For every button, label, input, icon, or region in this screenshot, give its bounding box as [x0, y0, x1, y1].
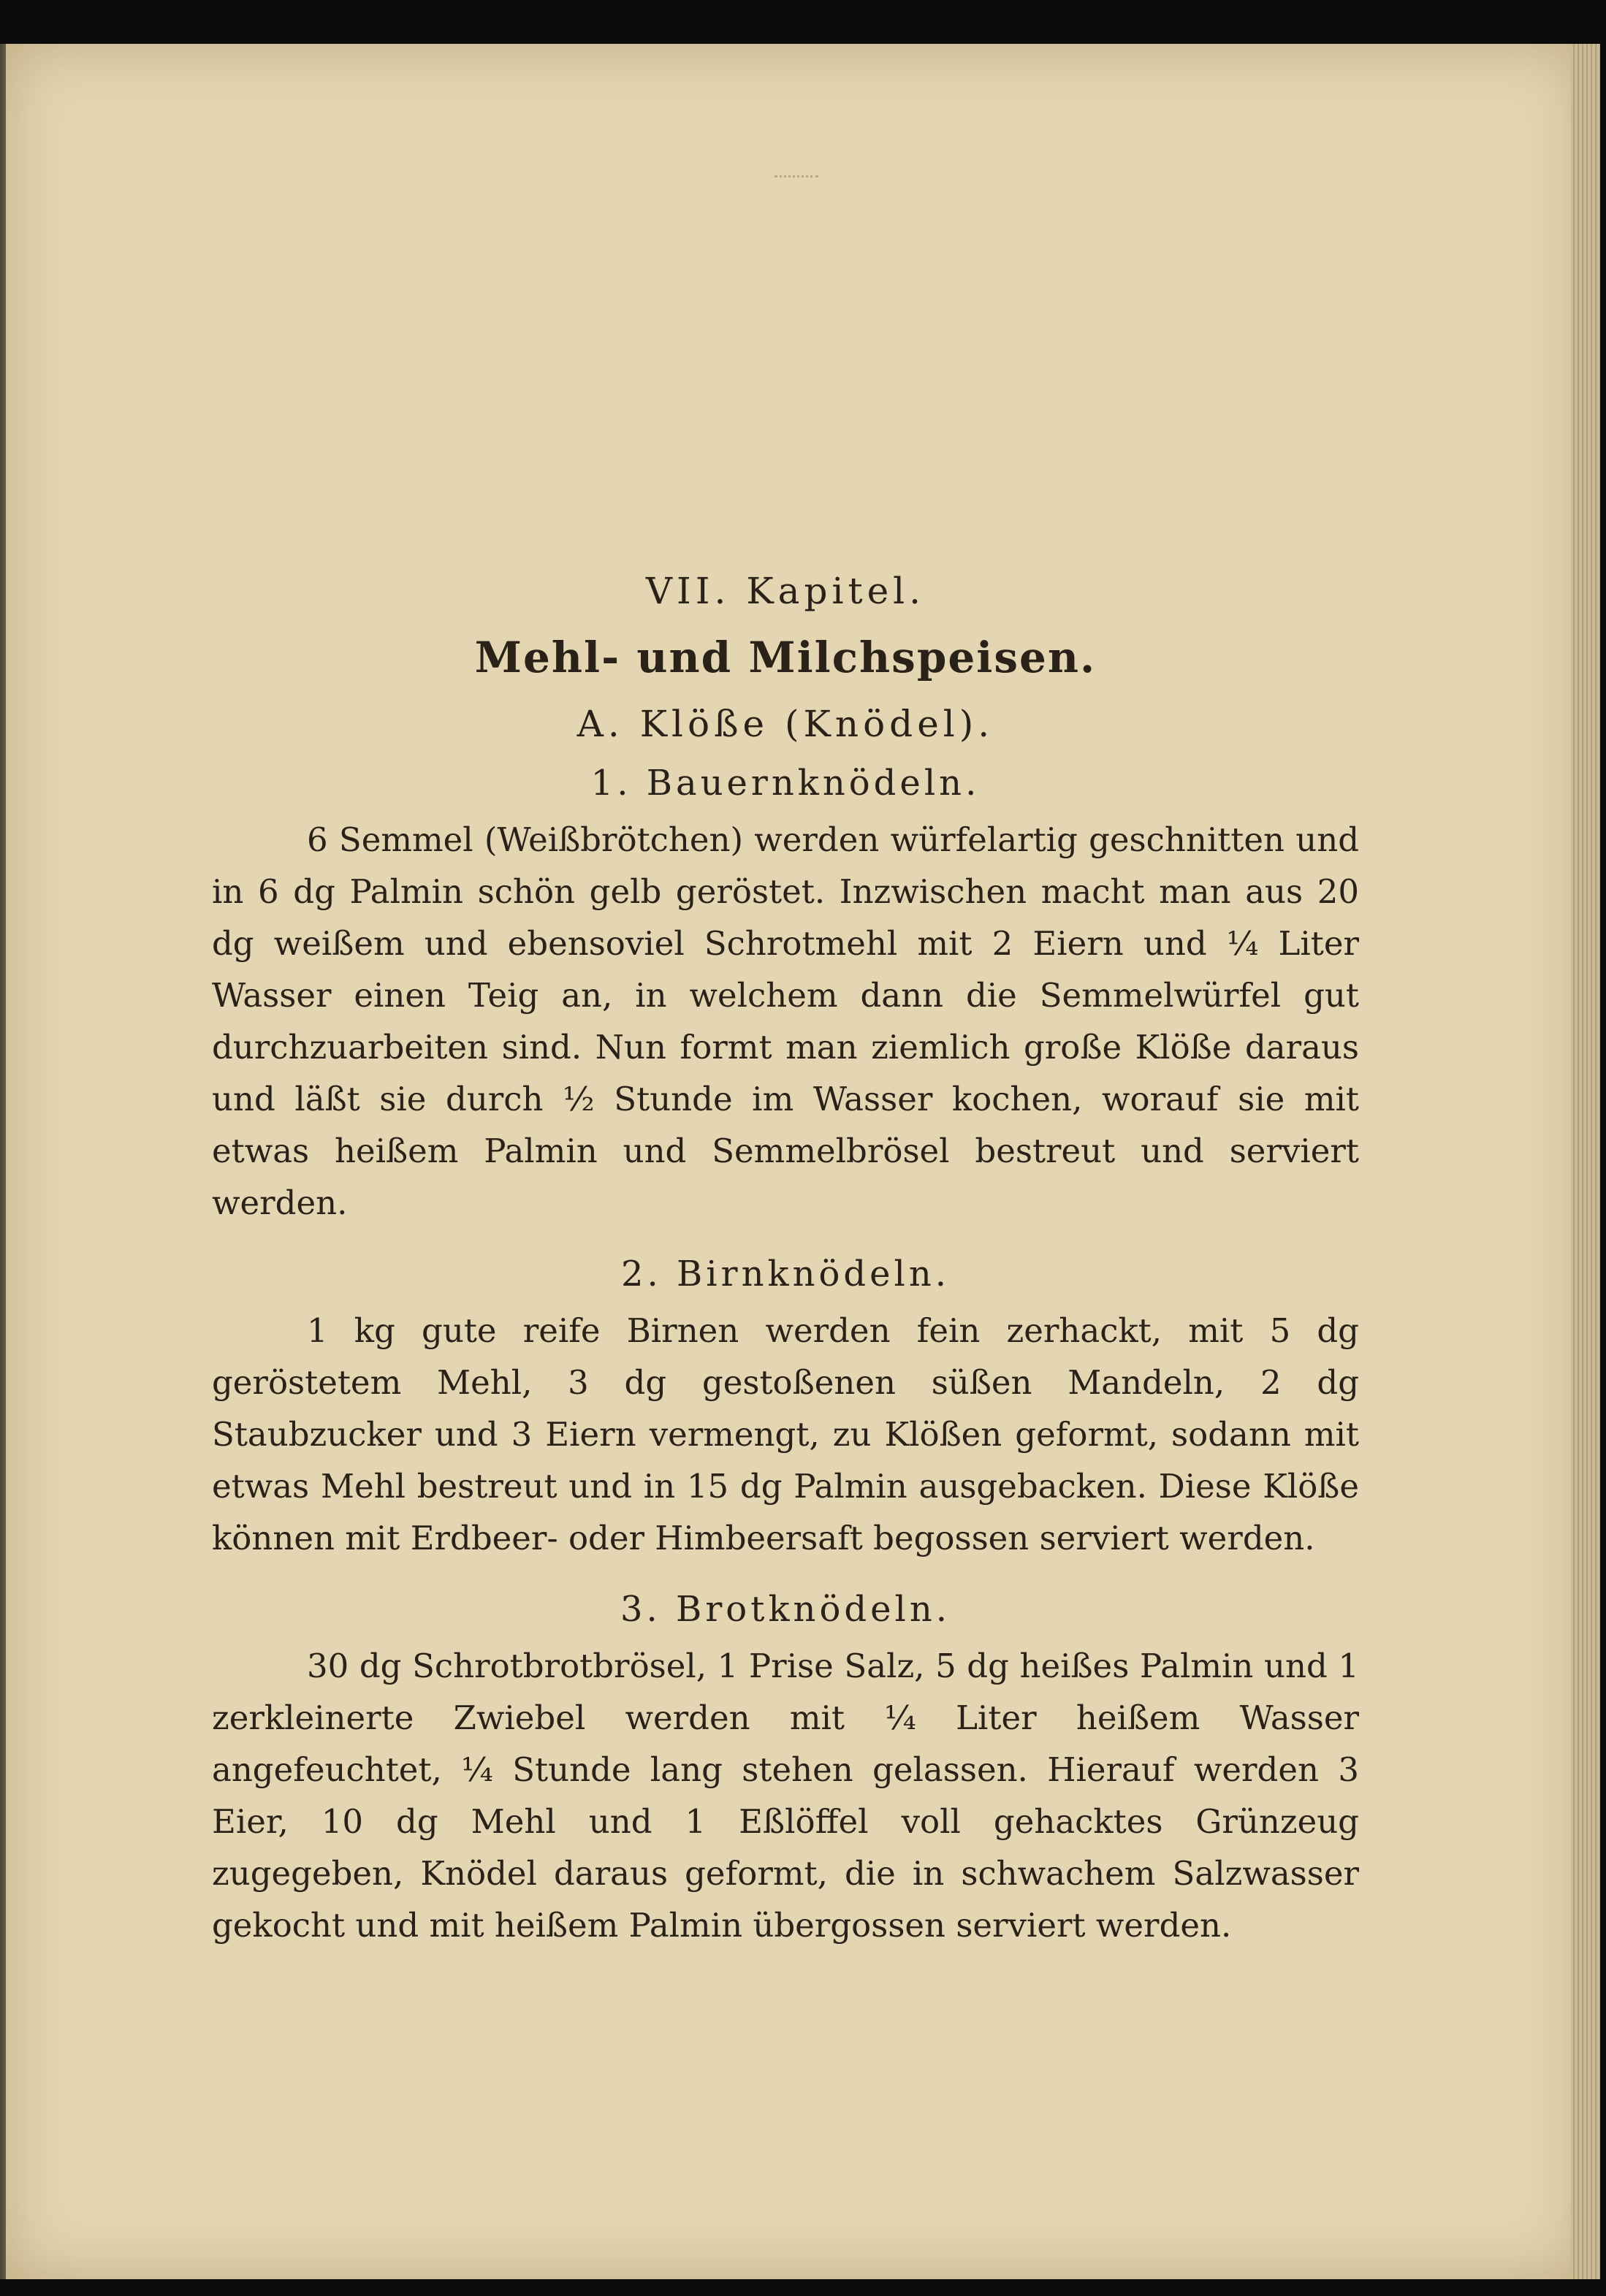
recipe-text: 6 Semmel (Weißbrötchen) werden würfelartig geschnitten und in 6 dg Palmin schön gelb geröstet. Inzwischen macht man aus 20 dg weißem und ebensoviel Schrotmehl mit 2 Eiern und ¼ Liter Wasser einen Teig an, in welchem dann die Semmelwürfel gut durchzuarbeiten sind. Nun formt man ziemlich große Klöße daraus und läßt sie durch ½ Stunde im Wasser kochen, worauf sie mit etwas heißem Palmin und Semmelbrösel bestreut und serviert werden.	[212, 820, 1359, 1222]
recipe-text: 30 dg Schrotbrotbrösel, 1 Prise Salz, 5 dg heißes Palmin und 1 zerkleinerte Zwiebel werden mit ¼ Liter heißem Wasser angefeuchtet, ¼ Stunde lang stehen gelassen. Hierauf werden 3 Eier, 10 dg Mehl und 1 Eßlöffel voll gehacktes Grünzeug zugegeben, Knödel daraus geformt, die in schwachem Salzwasser gekocht und mit heißem Palmin übergossen serviert werden.	[212, 1647, 1359, 1945]
page-text	[212, 570, 1359, 1976]
section-heading: A. Klöße (Knödel).	[576, 703, 994, 745]
recipe-bauernknoedeln	[212, 763, 1359, 1229]
recipe-title: 1. Bauernknödeln.	[590, 763, 981, 804]
chapter-title: Mehl- und Milchspeisen.	[474, 633, 1097, 682]
faded-page-number	[775, 175, 818, 178]
recipe-text: 1 kg gute reife Birnen werden fein zerhackt, mit 5 dg geröstetem Mehl, 3 dg gestoßenen süßen Mandeln, 2 dg Staubzucker und 3 Eiern vermengt, zu Klößen geformt, sodann mit etwas Mehl bestreut und in 15 dg Palmin ausgebacken. Diese Klöße können mit Erdbeer- oder Himbeersaft begossen serviert werden.	[212, 1311, 1359, 1557]
recipe-brotknoedeln	[212, 1589, 1359, 1951]
recipe-title: 3. Brotknödeln.	[620, 1589, 951, 1630]
page-edges	[1571, 44, 1600, 2279]
chapter-heading: VII. Kapitel.	[645, 570, 926, 612]
recipe-birnknoedeln	[212, 1254, 1359, 1564]
recipe-title: 2. Birnknödeln.	[620, 1254, 951, 1294]
